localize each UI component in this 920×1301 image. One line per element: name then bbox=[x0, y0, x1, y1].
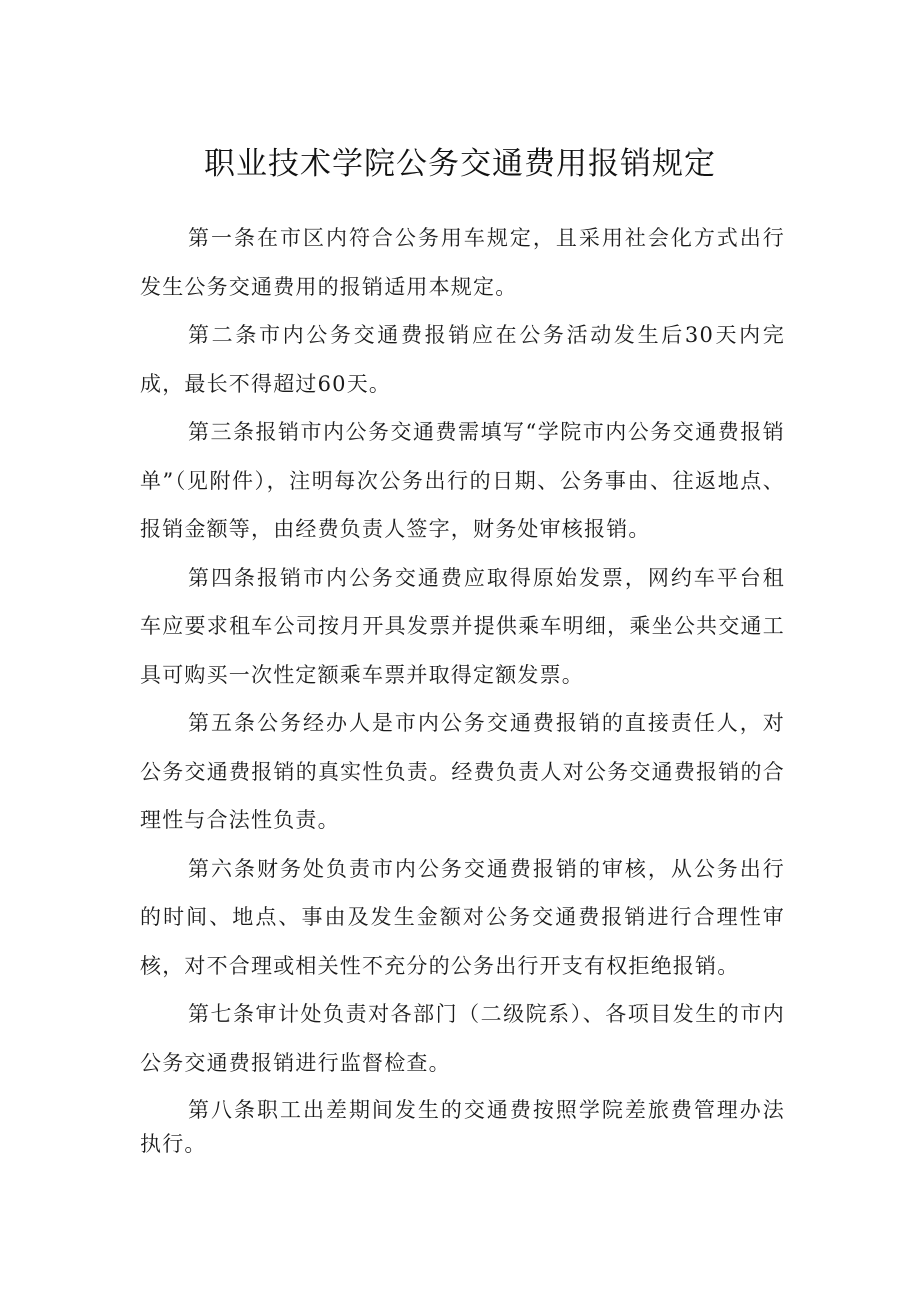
article-7: 第七条审计处负责对各部门（二级院系）、各项目发生的市内公务交通费报销进行监督检查。 bbox=[140, 1002, 785, 1075]
article-3: 第三条报销市内公务交通费需填写“学院市内公务交通费报销单”（见附件），注明每次公务出行的日期、公务事由、往返地点、报销金额等，由经费负责人签字，财务处审核报销。 bbox=[140, 420, 785, 541]
article-6: 第六条财务处负责市内公务交通费报销的审核，从公务出行的时间、地点、事由及发生金额对公务交通费报销进行合理性审核，对不合理或相关性不充分的公务出行开支有权拒绝报销。 bbox=[140, 856, 785, 978]
article-2: 第二条市内公务交通费报销应在公务活动发生后30天内完成，最长不得超过60天。 bbox=[140, 323, 785, 396]
article-8: 第八条职工出差期间发生的交通费按照学院差旅费管理办法执行。 bbox=[140, 1098, 785, 1156]
article-4: 第四条报销市内公务交通费应取得原始发票，网约车平台租车应要求租车公司按月开具发票并提供乘车明细，乘坐公共交通工具可购买一次性定额乘车票并取得定额发票。 bbox=[140, 565, 785, 687]
article-1: 第一条在市区内符合公务用车规定，且采用社会化方式出行发生公务交通费用的报销适用本规定。 bbox=[140, 226, 785, 299]
document-body bbox=[140, 214, 785, 1161]
article-5: 第五条公务经办人是市内公务交通费报销的直接责任人，对公务交通费报销的真实性负责。经费负责人对公务交通费报销的合理性与合法性负责。 bbox=[140, 711, 785, 832]
document-title: 职业技术学院公务交通费用报销规定 bbox=[204, 146, 716, 182]
